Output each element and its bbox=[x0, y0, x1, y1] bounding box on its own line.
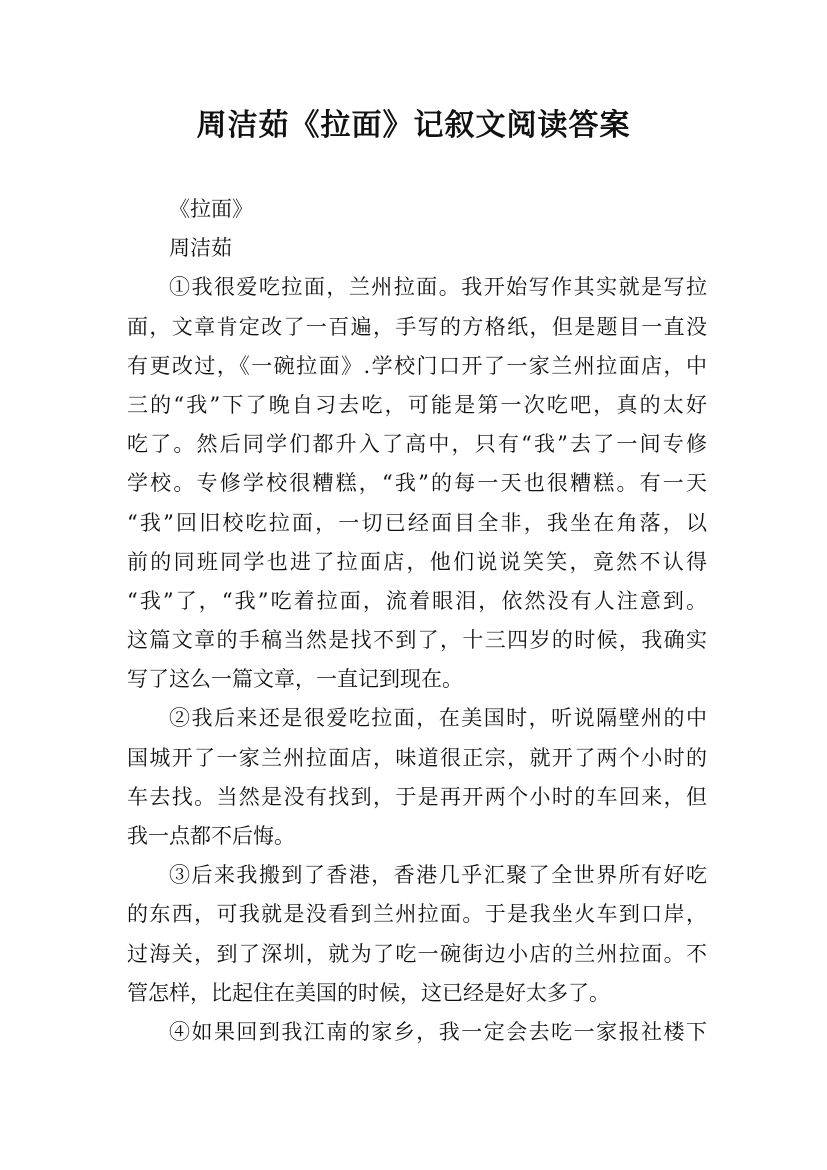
author-name: 周洁茹 bbox=[169, 236, 232, 261]
paragraph-line: 有更改过，《一碗拉面》.学校门口开了一家兰州拉面店，中 bbox=[127, 353, 707, 378]
story-title: 《拉面》 bbox=[169, 197, 253, 221]
paragraph-line: 三的“我”下了晚自习去吃，可能是第一次吃吧，真的太好 bbox=[127, 392, 707, 417]
paragraph-line: 前的同班同学也进了拉面店，他们说说笑笑，竟然不认得 bbox=[127, 549, 707, 574]
paragraph-line: 面，文章肯定改了一百遍，手写的方格纸，但是题目一直没 bbox=[127, 314, 707, 339]
paragraph-line: “我”回旧校吃拉面，一切已经面目全非，我坐在角落，以 bbox=[127, 510, 707, 535]
paragraph-2 bbox=[127, 699, 707, 856]
paragraph-4 bbox=[127, 1013, 707, 1052]
paragraph-line: 我一点都不后悔。 bbox=[127, 824, 295, 848]
paragraph-1 bbox=[127, 268, 707, 699]
paragraph-line: ③后来我搬到了香港，香港几乎汇聚了全世界所有好吃 bbox=[169, 863, 707, 888]
paragraph-line: ①我很爱吃拉面，兰州拉面。我开始写作其实就是写拉 bbox=[169, 275, 707, 300]
document-title: 周洁茹《拉面》记叙文阅读答案 bbox=[196, 108, 631, 143]
paragraph-line: 写了这么一篇文章，一直记到现在。 bbox=[127, 667, 463, 692]
paragraph-line: 吃了。然后同学们都升入了高中，只有“我”去了一间专修 bbox=[127, 432, 707, 457]
paragraph-line: 国城开了一家兰州拉面店，味道很正宗，就开了两个小时的 bbox=[127, 745, 707, 770]
paragraph-line: 过海关，到了深圳，就为了吃一碗街边小店的兰州拉面。不 bbox=[127, 941, 707, 966]
paragraph-line: 的东西，可我就是没看到兰州拉面。于是我坐火车到口岸， bbox=[127, 902, 707, 927]
paragraph-line: 管怎样，比起住在美国的时候，这已经是好太多了。 bbox=[127, 980, 610, 1005]
paragraph-line: 车去找。当然是没有找到，于是再开两个小时的车回来，但 bbox=[127, 784, 707, 809]
paragraph-line: ②我后来还是很爱吃拉面，在美国时，听说隔壁州的中 bbox=[169, 706, 707, 731]
paragraph-line: ④如果回到我江南的家乡，我一定会去吃一家报社楼下 bbox=[169, 1019, 707, 1044]
article-body bbox=[127, 190, 707, 1052]
paragraph-3 bbox=[127, 856, 707, 1013]
paragraph-line: 这篇文章的手稿当然是找不到了，十三四岁的时候，我确实 bbox=[127, 628, 707, 653]
paragraph-line: “我”了，“我”吃着拉面，流着眼泪，依然没有人注意到。 bbox=[127, 588, 707, 613]
paragraph-line: 学校。专修学校很糟糕，“我”的每一天也很糟糕。有一天 bbox=[127, 471, 707, 496]
